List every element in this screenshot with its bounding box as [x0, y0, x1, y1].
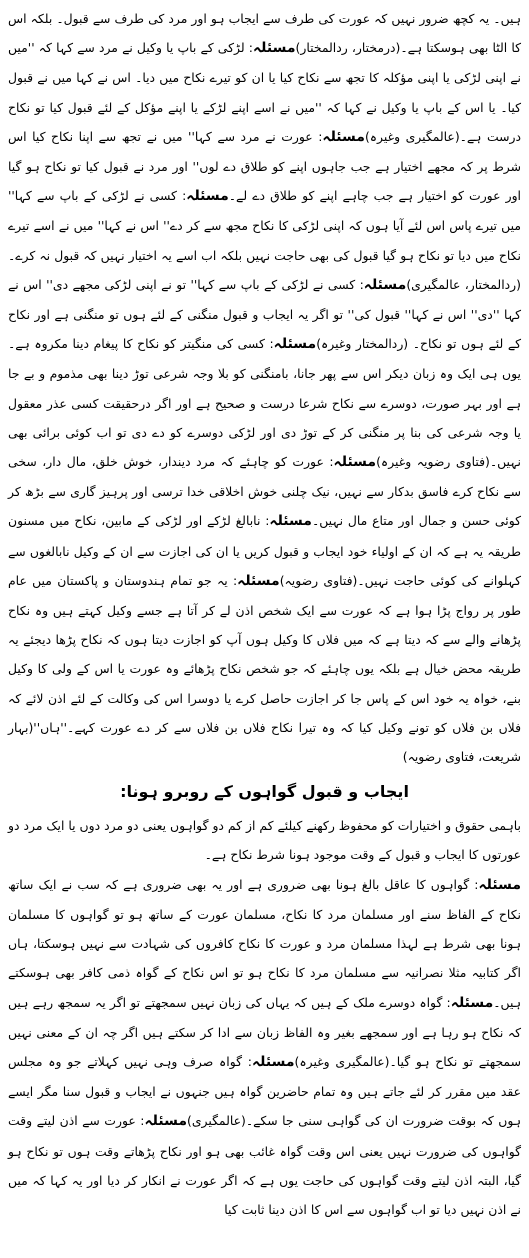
body-text-bottom	[8, 811, 521, 1224]
masala-keyword: مسئلہ	[237, 572, 280, 589]
section-heading: ایجاب و قبول گواہوں کے روبرو ہونا:	[120, 782, 409, 802]
masala-keyword: مسئلہ	[251, 1053, 295, 1070]
masala-keyword: مسئلہ	[322, 128, 365, 145]
text-run: : کسی نے لڑکی کے باپ سے کہا'' تو نے اپنی لڑکی مجھے دی'' اس نے کہا ''دی'' اس نے کہا'' قبول کی'' تو اگر یہ ایجاب و قبول منگنی کے لئے ہوں تو منگنی ہے اور نکاح کے لئے ہوں تو نکاح۔ (ردالمختار وغیرہ)	[8, 276, 521, 352]
text-run: : گواہ صرف وہی نہیں کہلاتے جو وہ مجلس عقد میں مقرر کر لئے جاتے ہیں وہ تمام حاضرین گواہ ہیں جنہوں نے ایجاب و قبول سنا مگر ایسے ہوں کہ بوقت ضرورت ان کی گواہی سنی جا سکے۔(عالمگیری)	[8, 1053, 521, 1129]
paragraph	[8, 4, 521, 771]
text-run: : عورت کو چاہئے کہ مرد دیندار، خوش خلق، مال دار، سخی سے نکاح کرے فاسق بدکار سے نہیں، نیک چلنی خوش اخلاقی خدا ترسی اور پرہیز گاری سے بڑھ کر کوئی حسن و جمال اور متاع مال نہیں۔	[8, 454, 521, 529]
masala-keyword: مسئلہ	[186, 188, 229, 205]
masala-keyword: مسئلہ	[269, 513, 312, 530]
paragraph	[8, 870, 521, 1224]
paragraph	[8, 811, 521, 869]
text-run: : کسی کی منگیتر کو نکاح کا پیغام دینا مکروہ ہے۔ یوں ہی ایک وہ زبان دیکر اس سے پھر جانا، بامنگنی کو بلا وجہ شرعی توڑ دینا بھی مذموم و بے جا ہے اور بہر صورت، دوسرے سے نکاح شرعا درست و صحیح ہے اور اگر درحقیقت کسی عذر معقول یا وجہ شرعی کی بنا پر منگنی کر کے توڑ دی اور لڑکی دوسرے کو دے دی تو اب کوئی برائی بھی نہیں۔(فتاوی رضویہ وغیرہ)	[8, 336, 521, 470]
text-run: : گواہ دوسرے ملک کے ہیں کہ یہاں کی زبان نہیں سمجھتے تو اگر یہ سمجھ رہے ہیں کہ نکاح ہو رہا ہے اور سمجھے بغیر وہ الفاظ زبان سے ادا کر سکتے ہیں اگر چہ ان کے معنی نہیں سمجھتے تو نکاح ہو گیا۔(عالمگیری وغیرہ)	[8, 994, 521, 1069]
masala-keyword: مسئلہ	[333, 454, 377, 471]
text-run: : عورت نے مرد سے کہا'' میں نے تجھ سے اپنا نکاح کیا اس شرط پر کہ مجھے اختیار ہے جب جاہوں اپنے کو طلاق دے لوں'' اور مرد نے قبول کیا تو نکاح ہو گیا اور عورت کو اختیار ہے جب چاہے اپنے کو طلاق دے لے۔	[8, 128, 521, 204]
masala-keyword: مسئلہ	[363, 276, 407, 293]
text-run: : یہ جو تمام ہندوستان و پاکستان میں عام طور پر رواج پڑا ہوا ہے کہ عورت سے ایک شخص اذن لے کر آتا ہے جسے وکیل کہتے ہیں وہ نکاح پڑھانے والے سے کہ دیتا ہے کہ میں فلاں کا وکیل ہوں آپ کو اجازت دیتا ہوں کہ نکاح پڑھا دیجئے یہ طریقہ محض خیال ہے بلکہ یوں چاہئے کہ جو شخص نکاح پڑھائے وہ عورت یا اس کے ولی کا وکیل بنے، خواہ یہ خود اس کے پاس جا کر اجازت حاصل کرے یا دوسرا اس کی وکالت کے لئے اذن لائے کہ فلاں بن فلاں کو تونے وکیل کیا کہ وہ تیرا نکاح فلاں بن فلاں سے کر دے عورت کہے۔''ہاں''(بہار شریعت، فتاوی رضویہ)	[8, 572, 521, 765]
text-run: : گواہوں کا عاقل بالغ ہونا بھی ضروری ہے اور یہ بھی ضروری ہے کہ سب نے ایک ساتھ نکاح کے الفاظ سنے اور مسلمان مرد کا نکاح، مسلمان عورت کے ساتھ ہو تو گواہوں کا مسلمان ہونا بھی شرط ہے لہذا مسلمان مرد و عورت کا نکاح کافروں کی شہادت سے نہیں ہوسکتا، ہاں اگر کتابیہ مثلا نصرانیہ سے مسلمان مرد کا نکاح ہو تو اس نکاح کے گواہ ذمی کافر بھی ہوسکتے ہیں۔	[8, 876, 521, 1010]
text-run: : لڑکی کے باپ یا وکیل نے مرد سے کہا کہ ''میں نے اپنی لڑکی یا اپنی مؤکلہ کا تجھ سے نکاح کیا یا ان کو تیرے نکاح میں دیا۔ اس نے کہا میں نے قبول کیا۔ یا اس کے باپ یا وکیل نے کہا کہ ''میں نے اسے اپنے لڑکے یا اپنے مؤکل کے لئے قبول کیا تو نکاح درست ہے۔(عالمگیری وغیرہ)	[8, 40, 522, 144]
masala-keyword: مسئلہ	[450, 994, 494, 1011]
body-text-top	[8, 4, 521, 771]
text-run: : عورت سے اذن لیتے وقت گواہوں کی ضرورت نہیں یعنی اس وقت گواہ غائب بھی ہو اور نکاح پڑھاتے وقت ہوں تو نکاح ہو گیا، البتہ اذن لیتے وقت گواہوں کی حاجت یوں ہے کہ اگر عورت نے انکار کر دیا اور یہ کہا کہ میں نے اذن نہیں دیا تو اب گواہوں سے اس کا اذن دینا ثابت کیا	[8, 1113, 521, 1217]
text-run: ہیں۔ یہ کچھ ضرور نہیں کہ عورت کی طرف سے ایجاب ہو اور مرد کی طرف سے قبول۔ بلکہ اس کا الٹا بھی ہوسکتا ہے۔(درمختار، ردالمختار)	[8, 11, 522, 56]
masala-keyword: مسئلہ	[478, 876, 521, 893]
text-run: : نابالغ لڑکے اور لڑکی کے مابین، نکاح میں مسنون طریقہ یہ ہے کہ ان کے اولیاء خود ایجاب و قبول کریں یا ان کی اجازت سے ان کے وکیل نابالغوں سے کہلوانے کی کوئی حاجت نہیں۔(فتاوی رضویہ)	[8, 513, 521, 588]
masala-keyword: مسئلہ	[144, 1113, 187, 1130]
text-run: : کسی نے لڑکی کے باپ سے کہا'' میں تیرے پاس اس لئے آیا ہوں کہ اپنی لڑکی کا نکاح مجھ سے کر دے'' اس نے کہا'' میں نے اسے تیرے نکاح میں دیا تو نکاح ہو گیا قبول کی بھی حاجت نہیں بلکہ اب اسے یہ اختیار نہیں کہ قبول نہ کرے۔(ردالمختار، عالمگیری)	[8, 188, 521, 292]
masala-keyword: مسئلہ	[273, 336, 317, 353]
text-run: باہمی حقوق و اختیارات کو محفوظ رکھنے کیلئے کم از کم دو گواہوں یعنی دو مرد دوں یا ایک مرد دو عورتوں کا ایجاب و قبول کے وقت موجود ہونا شرط نکاح ہے۔	[8, 818, 521, 863]
masala-keyword: مسئلہ	[252, 40, 296, 57]
